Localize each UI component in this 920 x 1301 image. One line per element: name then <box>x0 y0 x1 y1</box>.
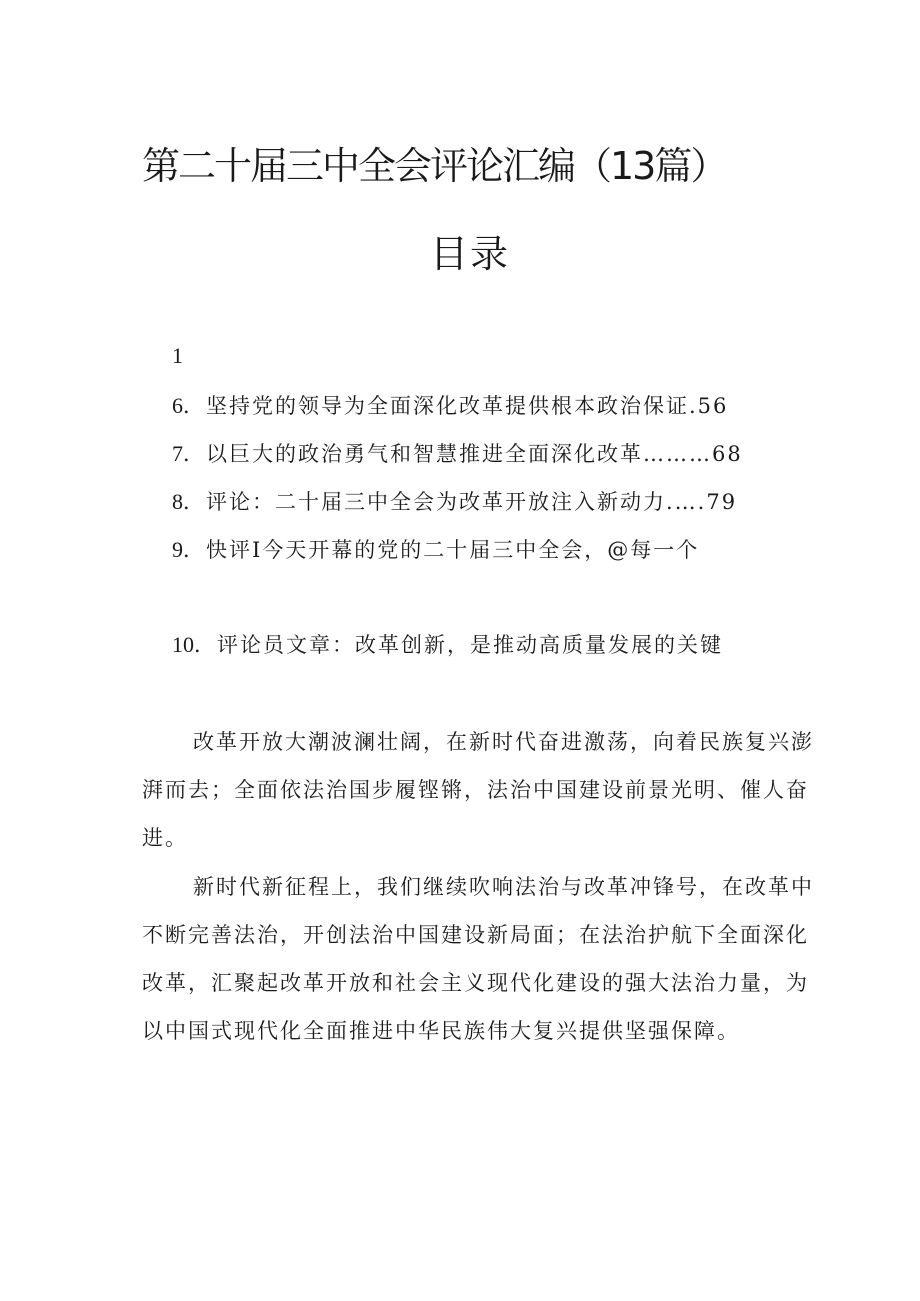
toc-entry-number: 10 <box>172 632 194 657</box>
toc-entry <box>172 439 743 469</box>
toc-entry <box>172 391 728 421</box>
toc-entry-text: ．快评I今天开幕的党的二十届三中全会，@每一个 <box>183 538 700 562</box>
toc-entry-number: 9 <box>172 537 183 562</box>
body-paragraph-line: 新时代新征程上，我们继续吹响法治与改革冲锋号，在改革中 <box>193 875 814 899</box>
body-paragraph-line: 进。 <box>142 826 188 850</box>
body-paragraph-line: 改革开放大潮波澜壮阔，在新时代奋进激荡，向着民族复兴澎 <box>193 730 814 754</box>
toc-entry-number: 6 <box>172 393 183 418</box>
toc-entry-text: ．坚持党的领导为全面深化改革提供根本政治保证.56 <box>183 394 729 418</box>
body-paragraph-line: 以中国式现代化全面推进中华民族伟大复兴提供坚强保障。 <box>142 1019 740 1043</box>
document-title: 第二十届三中全会评论汇编（13篇） <box>142 144 727 188</box>
toc-stray-number <box>172 341 183 371</box>
body-paragraph-line: 不断完善法治，开创法治中国建设新局面；在法治护航下全面深化 <box>142 923 809 947</box>
toc-entry-text: ．评论：二十届三中全会为改革开放注入新动力.….79 <box>183 490 738 514</box>
toc-entry-text: ．以巨大的政治勇气和智慧推进全面深化改革………68 <box>183 442 743 466</box>
toc-entry-number: 7 <box>172 441 183 466</box>
toc-entry <box>172 535 699 565</box>
toc-entry-number: 8 <box>172 489 183 514</box>
toc-entry-text: ．评论员文章：改革创新，是推动高质量发展的关键 <box>194 633 723 657</box>
body-paragraph-line: 湃而去；全面依法治国步履铿锵，法治中国建设前景光明、催人奋 <box>142 778 809 802</box>
toc-entry <box>172 487 737 517</box>
toc-entry <box>172 630 723 660</box>
toc-heading: 目录 <box>430 232 511 276</box>
body-paragraph-line: 改革，汇聚起改革开放和社会主义现代化建设的强大法治力量，为 <box>142 971 809 995</box>
toc-number: 1 <box>172 343 183 368</box>
